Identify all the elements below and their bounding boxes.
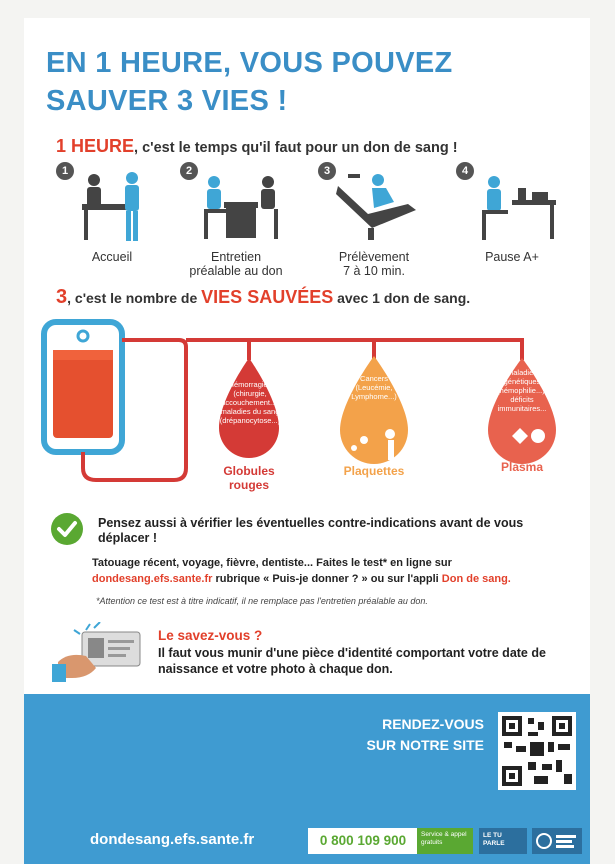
phone-number[interactable]: 0 800 109 900 <box>308 828 418 854</box>
platelets-drop <box>340 356 408 464</box>
id-card-icon <box>52 622 148 684</box>
red-cells-text: Hémorragies (chirurgie, accouchement...) maladies du sang (drépanocytose...) <box>219 380 281 425</box>
main-title: EN 1 HEURE, VOUS POUVEZ SAUVER 3 VIES ! <box>46 47 453 117</box>
info-card: EN 1 HEURE, VOUS POUVEZ SAUVER 3 VIES ! 1 HEURE, c'est le temps qu'il faut pour un don de sang ! 1 Accueil 2 Entretien préalable au don 3 Prélèvement 7 à 10 min. 4 Pause A+ 3, c'est le nombre de VIES SAUVÉES avec 1 don de sang. Hémorragies (chirurgie, accouchement...) maladies du sang (drépanocytose...) Cancers (Leucémie, Lymphome...) Maladies génétiques (hémophilie...), déficits immunitaires... Globules rouges Plaquettes Plasma Pensez aussi à vérifier les éventuelles contre-indications avant de vous déplacer ! Tatouage récent, voyage, fièvre, dentiste... Faites le test* en ligne sur dondesang.efs.sante.fr rubrique « Puis-je donner ? » ou sur l'appli Don de sang. *Attention ce test est à titre indicatif, il ne remplace pas l'entretien préalable au don. Le savez-vous ? Il faut vous munir d'une pièce d'identité comportant votre date de naissance et votre photo à chaque don. <box>24 18 590 694</box>
platelets-label: Plaquettes <box>343 464 405 478</box>
rdv-text: RENDEZ-VOUS SUR NOTRE SITE <box>366 716 484 753</box>
platelets-text: Cancers (Leucémie, Lymphome...) <box>351 374 397 401</box>
service-badge: Service & appel gratuits <box>417 828 473 854</box>
contraindications-text: Tatouage récent, voyage, fièvre, dentiste... Faites le test* en ligne sur dondesang.efs.sante.fr rubrique « Puis-je donner ? » ou sur l'appli Don de sang. <box>92 557 511 585</box>
logo-badge: LE TU PARLE <box>479 828 527 854</box>
red-cells-label: Globules rouges <box>223 464 275 492</box>
reception-icon <box>72 166 162 244</box>
one-hour-line: 1 HEURE, c'est le temps qu'il faut pour un don de sang ! <box>56 136 458 156</box>
snack-break-icon <box>472 166 562 244</box>
plasma-text: Maladies génétiques (hémophilie...), déficits immunitaires... <box>497 368 547 413</box>
test-note: *Attention ce test est à titre indicatif, il ne remplace pas l'entretien préalable au don. <box>96 596 428 606</box>
plasma-label: Plasma <box>500 460 544 474</box>
lives-line: 3, c'est le nombre de VIES SAUVÉES avec 1 don de sang. <box>56 286 471 308</box>
efs-site-link[interactable]: dondesang.efs.sante.fr <box>92 573 213 585</box>
footer-band <box>24 694 590 864</box>
qr-code-icon[interactable] <box>498 712 576 790</box>
did-you-know-text: Il faut vous munir d'une pièce d'identité comportant votre date de naissance et votre photo à chaque don. <box>158 646 546 676</box>
contraindications-heading: Pensez aussi à vérifier les éventuelles contre-indications avant de vous déplacer ! <box>98 516 524 545</box>
accessibility-logo-icon <box>532 828 582 854</box>
footer-site-link[interactable]: dondesang.efs.sante.fr <box>90 831 255 848</box>
did-you-know-heading: Le savez-vous ? <box>158 628 263 643</box>
app-link[interactable]: Don de sang. <box>441 573 511 585</box>
interview-icon <box>196 166 286 244</box>
blood-bag-icon <box>44 322 122 452</box>
check-icon <box>50 512 84 546</box>
donation-chair-icon <box>328 166 424 244</box>
